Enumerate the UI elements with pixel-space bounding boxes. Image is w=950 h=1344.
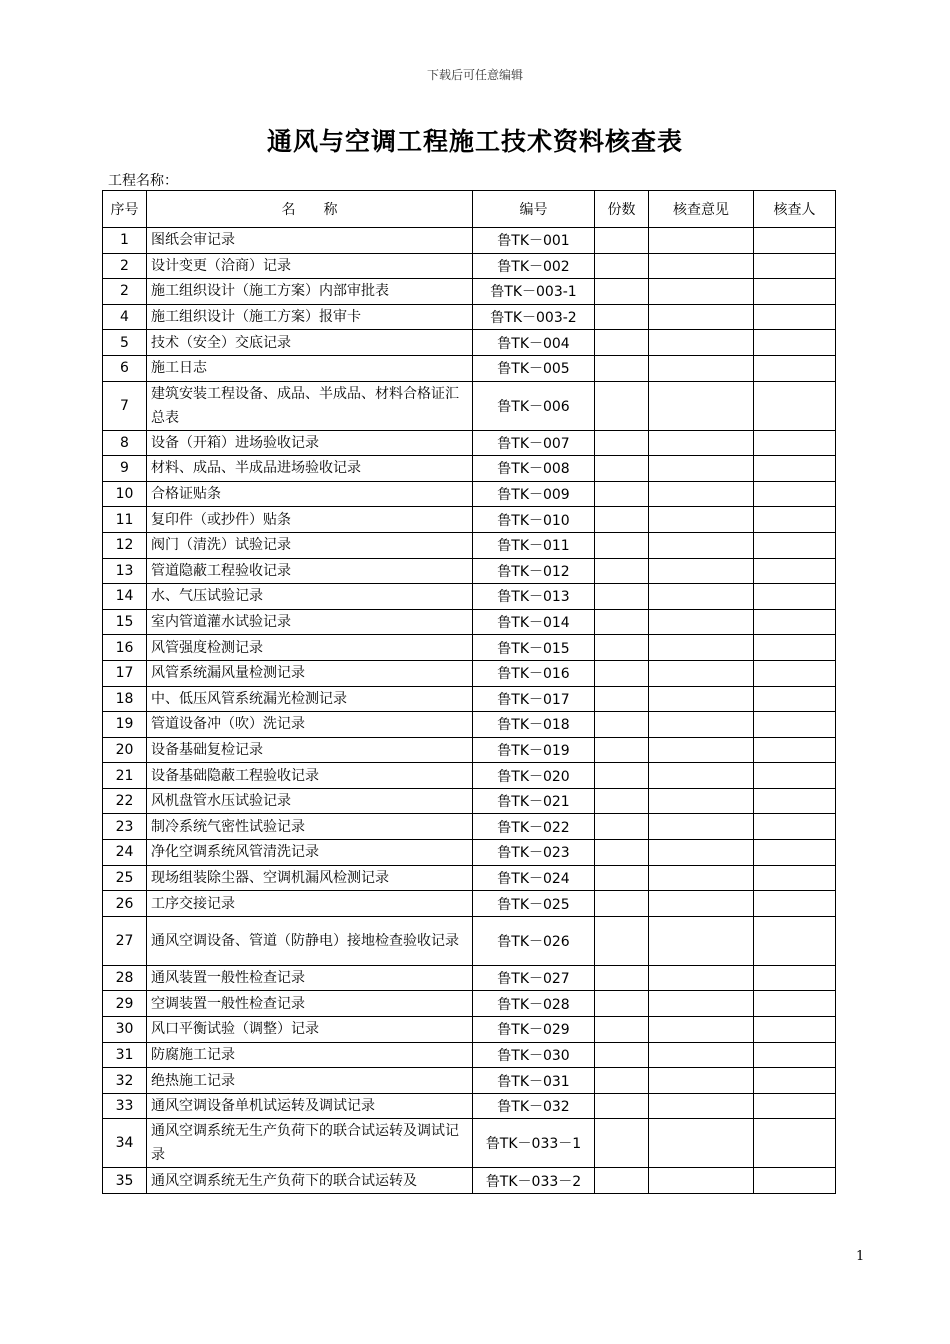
row-name-cell: 管道设备冲（吹）洗记录 xyxy=(147,712,473,738)
table-row xyxy=(103,558,836,584)
row-copies-cell xyxy=(595,991,649,1017)
row-copies-cell xyxy=(595,1168,649,1194)
row-checker-cell xyxy=(754,660,836,686)
row-copies-cell xyxy=(595,737,649,763)
row-code-cell: 鲁TK－001 xyxy=(473,228,595,254)
row-opinion-cell xyxy=(649,456,754,482)
row-copies-cell xyxy=(595,865,649,891)
row-index-cell: 16 xyxy=(103,635,147,661)
row-copies-cell xyxy=(595,763,649,789)
row-checker-cell xyxy=(754,584,836,610)
row-opinion-cell xyxy=(649,991,754,1017)
table-row xyxy=(103,355,836,381)
row-copies-cell xyxy=(595,430,649,456)
table-row xyxy=(103,965,836,991)
checklist-table xyxy=(102,190,836,1194)
row-opinion-cell xyxy=(649,253,754,279)
row-checker-cell xyxy=(754,330,836,356)
row-checker-cell xyxy=(754,965,836,991)
table-row xyxy=(103,381,836,430)
row-opinion-cell xyxy=(649,330,754,356)
row-code-cell: 鲁TK－010 xyxy=(473,507,595,533)
row-copies-cell xyxy=(595,609,649,635)
table-row xyxy=(103,228,836,254)
row-opinion-cell xyxy=(649,609,754,635)
row-code-cell: 鲁TK－016 xyxy=(473,660,595,686)
row-name-cell: 阀门（清洗）试验记录 xyxy=(147,532,473,558)
row-index-cell: 8 xyxy=(103,430,147,456)
row-copies-cell xyxy=(595,330,649,356)
row-copies-cell xyxy=(595,304,649,330)
row-opinion-cell xyxy=(649,916,754,965)
row-index-cell: 31 xyxy=(103,1042,147,1068)
row-index-cell: 21 xyxy=(103,763,147,789)
row-name-cell: 现场组装除尘器、空调机漏风检测记录 xyxy=(147,865,473,891)
row-name-cell: 设备（开箱）进场验收记录 xyxy=(147,430,473,456)
row-copies-cell xyxy=(595,635,649,661)
row-index-cell: 18 xyxy=(103,686,147,712)
row-index-cell: 10 xyxy=(103,481,147,507)
row-opinion-cell xyxy=(649,430,754,456)
row-index-cell: 25 xyxy=(103,865,147,891)
col-header-opinion: 核查意见 xyxy=(649,191,754,228)
row-index-cell: 20 xyxy=(103,737,147,763)
table-row xyxy=(103,481,836,507)
row-index-cell: 28 xyxy=(103,965,147,991)
row-index-cell: 34 xyxy=(103,1119,147,1168)
row-checker-cell xyxy=(754,609,836,635)
row-copies-cell xyxy=(595,1119,649,1168)
row-index-cell: 19 xyxy=(103,712,147,738)
row-code-cell: 鲁TK－019 xyxy=(473,737,595,763)
row-code-cell: 鲁TK－003-1 xyxy=(473,279,595,305)
row-opinion-cell xyxy=(649,712,754,738)
row-copies-cell xyxy=(595,1093,649,1119)
row-name-cell: 净化空调系统风管清洗记录 xyxy=(147,840,473,866)
col-header-checker: 核查人 xyxy=(754,191,836,228)
row-opinion-cell xyxy=(649,584,754,610)
row-name-cell: 绝热施工记录 xyxy=(147,1068,473,1094)
row-opinion-cell xyxy=(649,1042,754,1068)
table-row xyxy=(103,916,836,965)
row-code-cell: 鲁TK－012 xyxy=(473,558,595,584)
row-index-cell: 1 xyxy=(103,228,147,254)
row-copies-cell xyxy=(595,253,649,279)
row-name-cell: 通风装置一般性检查记录 xyxy=(147,965,473,991)
row-index-cell: 22 xyxy=(103,788,147,814)
table-row xyxy=(103,609,836,635)
row-name-cell: 施工组织设计（施工方案）内部审批表 xyxy=(147,279,473,305)
row-opinion-cell xyxy=(649,532,754,558)
row-index-cell: 35 xyxy=(103,1168,147,1194)
row-opinion-cell xyxy=(649,279,754,305)
table-row xyxy=(103,532,836,558)
row-copies-cell xyxy=(595,456,649,482)
row-copies-cell xyxy=(595,481,649,507)
row-index-cell: 7 xyxy=(103,381,147,430)
row-copies-cell xyxy=(595,686,649,712)
row-copies-cell xyxy=(595,840,649,866)
row-name-cell: 风口平衡试验（调整）记录 xyxy=(147,1017,473,1043)
row-opinion-cell xyxy=(649,1017,754,1043)
row-opinion-cell xyxy=(649,1168,754,1194)
row-code-cell: 鲁TK－031 xyxy=(473,1068,595,1094)
row-checker-cell xyxy=(754,763,836,789)
row-code-cell: 鲁TK－022 xyxy=(473,814,595,840)
row-copies-cell xyxy=(595,1042,649,1068)
col-header-code: 编号 xyxy=(473,191,595,228)
row-checker-cell xyxy=(754,1017,836,1043)
row-checker-cell xyxy=(754,712,836,738)
row-checker-cell xyxy=(754,430,836,456)
row-name-cell: 风机盘管水压试验记录 xyxy=(147,788,473,814)
table-row xyxy=(103,635,836,661)
row-checker-cell xyxy=(754,1168,836,1194)
row-name-cell: 合格证贴条 xyxy=(147,481,473,507)
row-copies-cell xyxy=(595,279,649,305)
table-body xyxy=(103,228,836,1194)
row-code-cell: 鲁TK－014 xyxy=(473,609,595,635)
row-index-cell: 4 xyxy=(103,304,147,330)
row-opinion-cell xyxy=(649,737,754,763)
row-name-cell: 通风空调系统无生产负荷下的联合试运转及 xyxy=(147,1168,473,1194)
row-checker-cell xyxy=(754,891,836,917)
row-code-cell: 鲁TK－020 xyxy=(473,763,595,789)
row-opinion-cell xyxy=(649,1068,754,1094)
row-opinion-cell xyxy=(649,965,754,991)
table-row xyxy=(103,865,836,891)
row-index-cell: 6 xyxy=(103,355,147,381)
row-checker-cell xyxy=(754,916,836,965)
table-row xyxy=(103,814,836,840)
row-name-cell: 水、气压试验记录 xyxy=(147,584,473,610)
row-copies-cell xyxy=(595,532,649,558)
row-name-cell: 设备基础隐蔽工程验收记录 xyxy=(147,763,473,789)
table-row xyxy=(103,1119,836,1168)
row-code-cell: 鲁TK－002 xyxy=(473,253,595,279)
row-copies-cell xyxy=(595,891,649,917)
row-checker-cell xyxy=(754,991,836,1017)
project-name-label: 工程名称： xyxy=(108,173,178,189)
row-code-cell: 鲁TK－028 xyxy=(473,991,595,1017)
table-row xyxy=(103,584,836,610)
row-checker-cell xyxy=(754,456,836,482)
row-copies-cell xyxy=(595,965,649,991)
row-code-cell: 鲁TK－026 xyxy=(473,916,595,965)
row-code-cell: 鲁TK－009 xyxy=(473,481,595,507)
row-name-cell: 风管强度检测记录 xyxy=(147,635,473,661)
row-opinion-cell xyxy=(649,840,754,866)
row-opinion-cell xyxy=(649,891,754,917)
row-copies-cell xyxy=(595,660,649,686)
row-index-cell: 12 xyxy=(103,532,147,558)
table-row xyxy=(103,330,836,356)
row-checker-cell xyxy=(754,1068,836,1094)
row-checker-cell xyxy=(754,355,836,381)
row-code-cell: 鲁TK－006 xyxy=(473,381,595,430)
document-title: 通风与空调工程施工技术资料核查表 xyxy=(266,127,683,156)
row-index-cell: 32 xyxy=(103,1068,147,1094)
table-row xyxy=(103,253,836,279)
row-code-cell: 鲁TK－011 xyxy=(473,532,595,558)
row-checker-cell xyxy=(754,635,836,661)
row-checker-cell xyxy=(754,1119,836,1168)
row-copies-cell xyxy=(595,1017,649,1043)
table-row xyxy=(103,737,836,763)
row-name-cell: 中、低压风管系统漏光检测记录 xyxy=(147,686,473,712)
table-row xyxy=(103,712,836,738)
row-code-cell: 鲁TK－032 xyxy=(473,1093,595,1119)
col-header-name: 名 称 xyxy=(147,191,473,228)
row-name-cell: 复印件（或抄件）贴条 xyxy=(147,507,473,533)
row-checker-cell xyxy=(754,558,836,584)
row-opinion-cell xyxy=(649,660,754,686)
col-header-index: 序号 xyxy=(103,191,147,228)
row-name-cell: 施工组织设计（施工方案）报审卡 xyxy=(147,304,473,330)
row-index-cell: 26 xyxy=(103,891,147,917)
table-header-row xyxy=(103,191,836,228)
table-row xyxy=(103,788,836,814)
row-checker-cell xyxy=(754,381,836,430)
row-name-cell: 空调装置一般性检查记录 xyxy=(147,991,473,1017)
row-code-cell: 鲁TK－030 xyxy=(473,1042,595,1068)
row-name-cell: 工序交接记录 xyxy=(147,891,473,917)
row-checker-cell xyxy=(754,686,836,712)
row-checker-cell xyxy=(754,507,836,533)
row-index-cell: 14 xyxy=(103,584,147,610)
row-copies-cell xyxy=(595,814,649,840)
row-code-cell: 鲁TK－021 xyxy=(473,788,595,814)
row-index-cell: 30 xyxy=(103,1017,147,1043)
row-code-cell: 鲁TK－013 xyxy=(473,584,595,610)
table-row xyxy=(103,660,836,686)
row-checker-cell xyxy=(754,1093,836,1119)
row-name-cell: 通风空调设备单机试运转及调试记录 xyxy=(147,1093,473,1119)
row-opinion-cell xyxy=(649,686,754,712)
row-index-cell: 33 xyxy=(103,1093,147,1119)
row-opinion-cell xyxy=(649,228,754,254)
row-checker-cell xyxy=(754,814,836,840)
table-row xyxy=(103,1042,836,1068)
row-index-cell: 24 xyxy=(103,840,147,866)
row-index-cell: 2 xyxy=(103,279,147,305)
row-index-cell: 5 xyxy=(103,330,147,356)
table-row xyxy=(103,891,836,917)
row-opinion-cell xyxy=(649,558,754,584)
row-opinion-cell xyxy=(649,304,754,330)
table-row xyxy=(103,1168,836,1194)
row-checker-cell xyxy=(754,1042,836,1068)
row-name-cell: 施工日志 xyxy=(147,355,473,381)
row-copies-cell xyxy=(595,712,649,738)
row-index-cell: 2 xyxy=(103,253,147,279)
row-copies-cell xyxy=(595,1068,649,1094)
row-copies-cell xyxy=(595,228,649,254)
header-note: 下载后可任意编辑 xyxy=(426,68,523,82)
row-checker-cell xyxy=(754,304,836,330)
row-checker-cell xyxy=(754,737,836,763)
row-index-cell: 15 xyxy=(103,609,147,635)
row-code-cell: 鲁TK－027 xyxy=(473,965,595,991)
row-code-cell: 鲁TK－025 xyxy=(473,891,595,917)
row-code-cell: 鲁TK－005 xyxy=(473,355,595,381)
row-code-cell: 鲁TK－033－2 xyxy=(473,1168,595,1194)
row-opinion-cell xyxy=(649,381,754,430)
row-index-cell: 23 xyxy=(103,814,147,840)
row-copies-cell xyxy=(595,788,649,814)
row-opinion-cell xyxy=(649,788,754,814)
row-opinion-cell xyxy=(649,355,754,381)
row-name-cell: 室内管道灌水试验记录 xyxy=(147,609,473,635)
table-row xyxy=(103,686,836,712)
row-copies-cell xyxy=(595,584,649,610)
page-number: 1 xyxy=(856,1249,865,1264)
table-row xyxy=(103,430,836,456)
row-code-cell: 鲁TK－023 xyxy=(473,840,595,866)
row-copies-cell xyxy=(595,558,649,584)
row-name-cell: 建筑安装工程设备、成品、半成品、材料合格证汇总表 xyxy=(147,381,473,430)
row-name-cell: 材料、成品、半成品进场验收记录 xyxy=(147,456,473,482)
row-checker-cell xyxy=(754,865,836,891)
row-opinion-cell xyxy=(649,635,754,661)
row-checker-cell xyxy=(754,228,836,254)
row-name-cell: 图纸会审记录 xyxy=(147,228,473,254)
row-name-cell: 制冷系统气密性试验记录 xyxy=(147,814,473,840)
row-code-cell: 鲁TK－018 xyxy=(473,712,595,738)
table-row xyxy=(103,763,836,789)
col-header-copies: 份数 xyxy=(595,191,649,228)
row-opinion-cell xyxy=(649,1119,754,1168)
row-name-cell: 通风空调系统无生产负荷下的联合试运转及调试记录 xyxy=(147,1119,473,1168)
table-row xyxy=(103,1068,836,1094)
row-checker-cell xyxy=(754,840,836,866)
row-copies-cell xyxy=(595,916,649,965)
table-row xyxy=(103,840,836,866)
table-row xyxy=(103,991,836,1017)
row-checker-cell xyxy=(754,279,836,305)
row-code-cell: 鲁TK－003-2 xyxy=(473,304,595,330)
row-name-cell: 设备基础复检记录 xyxy=(147,737,473,763)
row-opinion-cell xyxy=(649,1093,754,1119)
row-index-cell: 9 xyxy=(103,456,147,482)
row-code-cell: 鲁TK－008 xyxy=(473,456,595,482)
row-opinion-cell xyxy=(649,481,754,507)
row-checker-cell xyxy=(754,253,836,279)
table-row xyxy=(103,1093,836,1119)
row-index-cell: 29 xyxy=(103,991,147,1017)
table-row xyxy=(103,279,836,305)
row-checker-cell xyxy=(754,788,836,814)
row-checker-cell xyxy=(754,481,836,507)
row-checker-cell xyxy=(754,532,836,558)
row-code-cell: 鲁TK－004 xyxy=(473,330,595,356)
row-index-cell: 11 xyxy=(103,507,147,533)
row-name-cell: 技术（安全）交底记录 xyxy=(147,330,473,356)
row-code-cell: 鲁TK－015 xyxy=(473,635,595,661)
row-code-cell: 鲁TK－033－1 xyxy=(473,1119,595,1168)
row-name-cell: 通风空调设备、管道（防静电）接地检查验收记录 xyxy=(147,916,473,965)
row-name-cell: 防腐施工记录 xyxy=(147,1042,473,1068)
row-name-cell: 风管系统漏风量检测记录 xyxy=(147,660,473,686)
table-row xyxy=(103,456,836,482)
row-index-cell: 27 xyxy=(103,916,147,965)
row-copies-cell xyxy=(595,355,649,381)
row-code-cell: 鲁TK－017 xyxy=(473,686,595,712)
row-code-cell: 鲁TK－029 xyxy=(473,1017,595,1043)
table-row xyxy=(103,507,836,533)
row-name-cell: 设计变更（洽商）记录 xyxy=(147,253,473,279)
row-name-cell: 管道隐蔽工程验收记录 xyxy=(147,558,473,584)
row-copies-cell xyxy=(595,507,649,533)
row-opinion-cell xyxy=(649,814,754,840)
row-index-cell: 13 xyxy=(103,558,147,584)
row-index-cell: 17 xyxy=(103,660,147,686)
row-code-cell: 鲁TK－024 xyxy=(473,865,595,891)
row-opinion-cell xyxy=(649,507,754,533)
row-code-cell: 鲁TK－007 xyxy=(473,430,595,456)
table-row xyxy=(103,1017,836,1043)
row-opinion-cell xyxy=(649,763,754,789)
row-opinion-cell xyxy=(649,865,754,891)
table-row xyxy=(103,304,836,330)
row-copies-cell xyxy=(595,381,649,430)
